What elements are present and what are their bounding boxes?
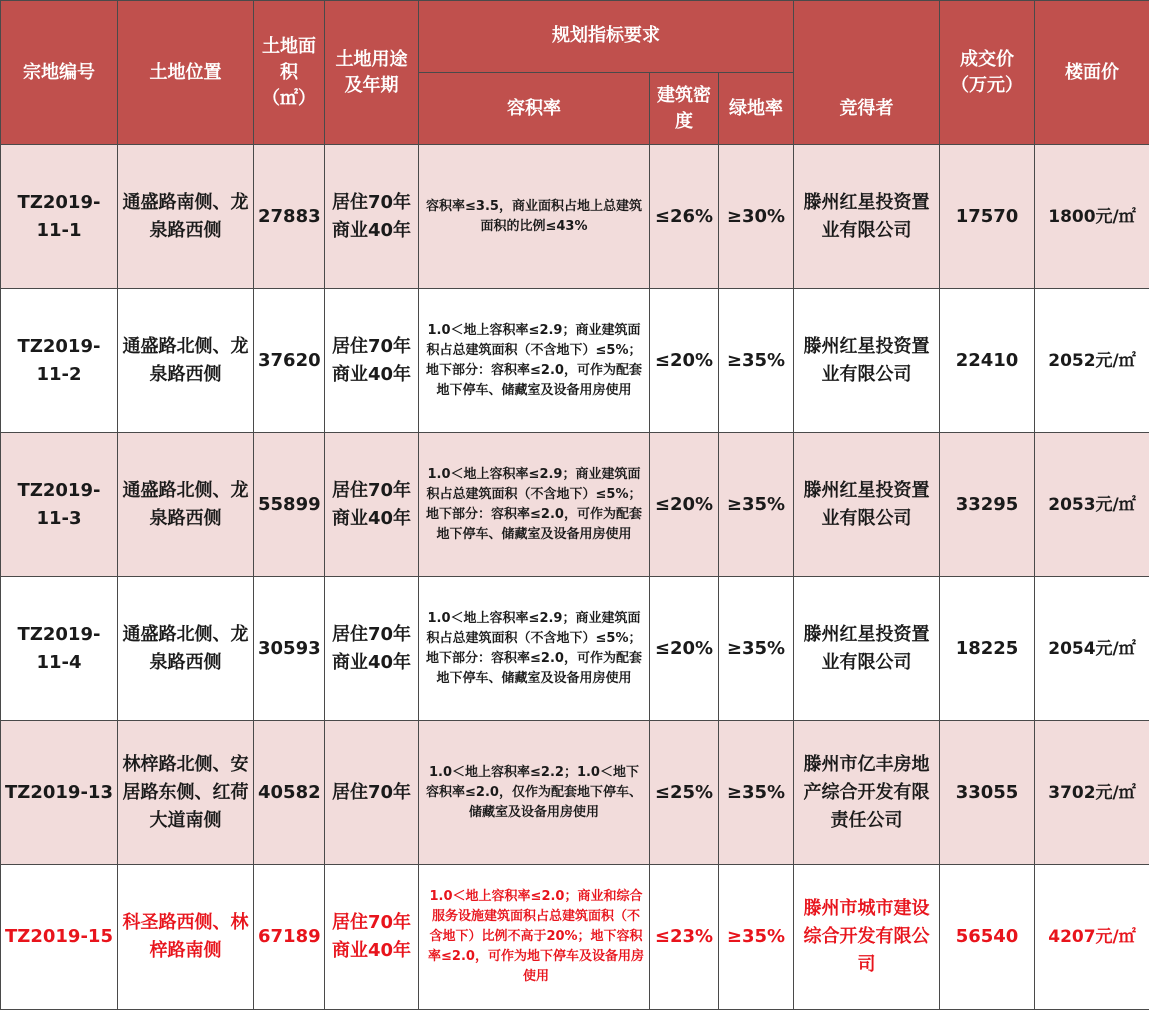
land-use: 居住70年商业40年 (325, 433, 419, 577)
winning-bidder: 滕州红星投资置业有限公司 (794, 289, 940, 433)
parcel-code: TZ2019-11-3 (1, 433, 118, 577)
deal-price: 56540 (940, 865, 1035, 1010)
header-far: 容积率 (419, 73, 650, 145)
far-requirement: 1.0＜地上容积率≤2.9；商业建筑面积占总建筑面积（不含地下）≤5%；地下部分：容积率≤2.0，可作为配套地下停车、储藏室及设备用房使用 (419, 289, 650, 433)
land-use: 居住70年 (325, 721, 419, 865)
land-use: 居住70年商业40年 (325, 865, 419, 1010)
building-density: ≤25% (650, 721, 719, 865)
land-location: 通盛路南侧、龙泉路西侧 (118, 145, 254, 289)
deal-price: 33295 (940, 433, 1035, 577)
table-row (1, 289, 1149, 433)
land-area: 27883 (254, 145, 325, 289)
table-row (1, 433, 1149, 577)
land-location: 通盛路北侧、龙泉路西侧 (118, 433, 254, 577)
land-location: 科圣路西侧、林梓路南侧 (118, 865, 254, 1010)
land-use: 居住70年商业40年 (325, 289, 419, 433)
header-winner: 竞得者 (794, 1, 940, 145)
table-row (1, 577, 1149, 721)
table-header (1, 1, 1149, 145)
land-area: 40582 (254, 721, 325, 865)
far-requirement: 1.0＜地上容积率≤2.2；1.0＜地下容积率≤2.0，仅作为配套地下停车、储藏室及设备用房使用 (419, 721, 650, 865)
floor-price: 1800元/㎡ (1035, 145, 1149, 289)
floor-price: 2052元/㎡ (1035, 289, 1149, 433)
header-density: 建筑密度 (650, 73, 719, 145)
header-location: 土地位置 (118, 1, 254, 145)
land-area: 37620 (254, 289, 325, 433)
table-row (1, 145, 1149, 289)
winning-bidder: 滕州红星投资置业有限公司 (794, 577, 940, 721)
green-ratio: ≥35% (719, 289, 794, 433)
header-green: 绿地率 (719, 73, 794, 145)
building-density: ≤23% (650, 865, 719, 1010)
parcel-code: TZ2019-11-2 (1, 289, 118, 433)
winning-bidder: 滕州红星投资置业有限公司 (794, 145, 940, 289)
green-ratio: ≥35% (719, 433, 794, 577)
land-location: 通盛路北侧、龙泉路西侧 (118, 577, 254, 721)
deal-price: 33055 (940, 721, 1035, 865)
far-requirement: 容积率≤3.5，商业面积占地上总建筑面积的比例≤43% (419, 145, 650, 289)
table-row-highlighted (1, 865, 1149, 1010)
parcel-code: TZ2019-11-1 (1, 145, 118, 289)
winning-bidder: 滕州市城市建设综合开发有限公司 (794, 865, 940, 1010)
header-price: 成交价（万元） (940, 1, 1035, 145)
table-row (1, 721, 1149, 865)
land-use: 居住70年商业40年 (325, 577, 419, 721)
floor-price: 2054元/㎡ (1035, 577, 1149, 721)
far-requirement: 1.0＜地上容积率≤2.9；商业建筑面积占总建筑面积（不含地下）≤5%；地下部分：容积率≤2.0，可作为配套地下停车、储藏室及设备用房使用 (419, 577, 650, 721)
winning-bidder: 滕州市亿丰房地产综合开发有限责任公司 (794, 721, 940, 865)
header-floor-price: 楼面价 (1035, 1, 1149, 145)
land-area: 67189 (254, 865, 325, 1010)
green-ratio: ≥35% (719, 865, 794, 1010)
far-requirement: 1.0＜地上容积率≤2.9；商业建筑面积占总建筑面积（不含地下）≤5%；地下部分：容积率≤2.0，可作为配套地下停车、储藏室及设备用房使用 (419, 433, 650, 577)
green-ratio: ≥35% (719, 721, 794, 865)
land-area: 55899 (254, 433, 325, 577)
header-parcel-no: 宗地编号 (1, 1, 118, 145)
building-density: ≤26% (650, 145, 719, 289)
floor-price: 4207元/㎡ (1035, 865, 1149, 1010)
header-use-term: 土地用途及年期 (325, 1, 419, 145)
winning-bidder: 滕州红星投资置业有限公司 (794, 433, 940, 577)
deal-price: 17570 (940, 145, 1035, 289)
building-density: ≤20% (650, 433, 719, 577)
building-density: ≤20% (650, 289, 719, 433)
floor-price: 3702元/㎡ (1035, 721, 1149, 865)
far-requirement: 1.0＜地上容积率≤2.0；商业和综合服务设施建筑面积占总建筑面积（不含地下）比例不高于20%；地下容积率≤2.0，可作为地下停车及设备用房使用 (419, 865, 650, 1010)
land-area: 30593 (254, 577, 325, 721)
table-body (1, 145, 1149, 1010)
parcel-code: TZ2019-11-4 (1, 577, 118, 721)
header-planning: 规划指标要求 (419, 1, 794, 73)
green-ratio: ≥35% (719, 577, 794, 721)
deal-price: 22410 (940, 289, 1035, 433)
green-ratio: ≥30% (719, 145, 794, 289)
floor-price: 2053元/㎡ (1035, 433, 1149, 577)
land-use: 居住70年商业40年 (325, 145, 419, 289)
deal-price: 18225 (940, 577, 1035, 721)
building-density: ≤20% (650, 577, 719, 721)
header-area: 土地面积（㎡） (254, 1, 325, 145)
land-location: 通盛路北侧、龙泉路西侧 (118, 289, 254, 433)
parcel-code: TZ2019-15 (1, 865, 118, 1010)
parcel-code: TZ2019-13 (1, 721, 118, 865)
land-location: 林梓路北侧、安居路东侧、红荷大道南侧 (118, 721, 254, 865)
